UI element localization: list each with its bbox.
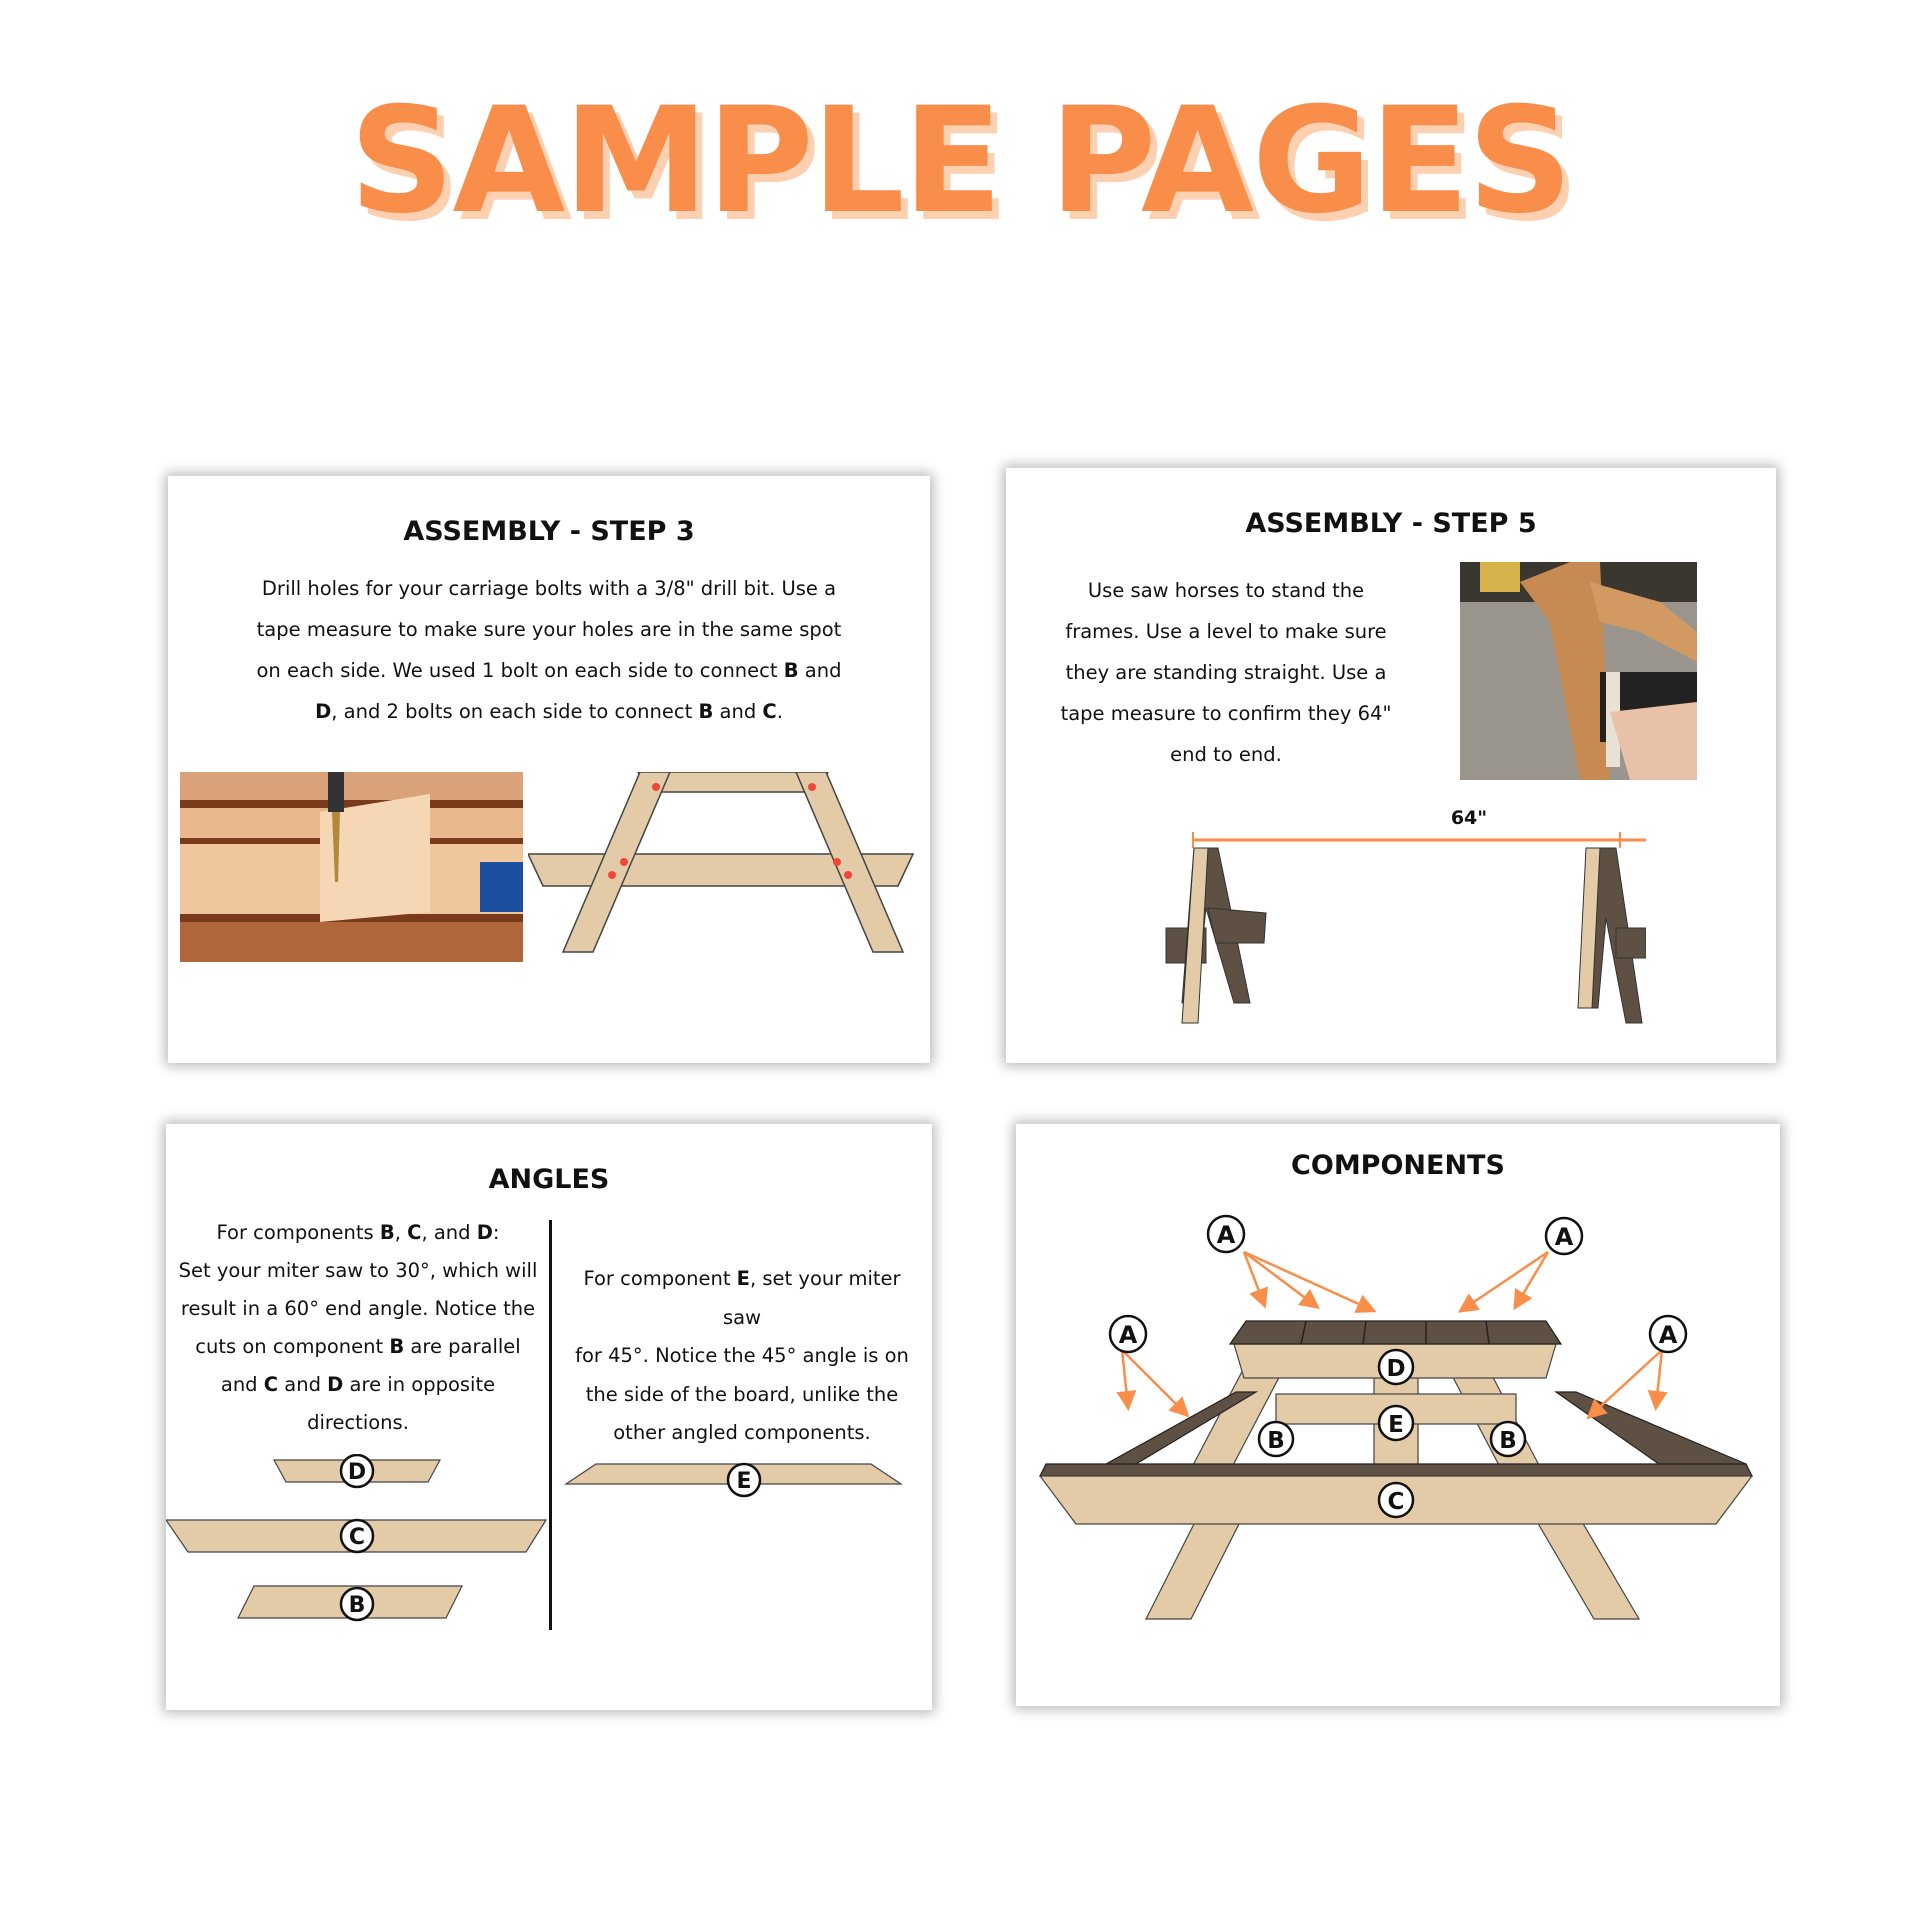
label-b-right [1491,1422,1525,1456]
angle-boards-diagram [166,1454,932,1644]
label-d [1379,1350,1413,1384]
label-d: D [347,1460,367,1485]
svg-text:D: D [1386,1356,1406,1382]
label-a-4 [1650,1316,1686,1352]
svg-text:C: C [1387,1489,1405,1515]
instruction-text: Drill holes for your carriage bolts with a 3/8" drill bit. Use a tape measure to make sure your holes are in the same spot on each side. We used 1 bolt on each side to connect B and D, and 2 bolts on each side to connect B and C. [256,577,842,723]
angles-text-left: For components B, C, and D: Set your miter saw to 30°, which will result in a 60° end angle. Notice the cuts on component B are parallel and C and D are in opposite directions. [178,1221,538,1434]
svg-text:A: A [1554,1223,1574,1251]
instruction-text: Use saw horses to stand the frames. Use a level to make sure they are standing straight. Use a tape measure to confirm they 64" end to end. [1060,579,1392,766]
sample-page-angles [166,1124,932,1710]
svg-text:A: A [1216,1221,1236,1249]
label-a-3 [1110,1316,1146,1352]
sample-page-assembly-step-5 [1006,468,1776,1063]
level-photo [1460,562,1697,780]
label-c [1379,1483,1413,1517]
label-c: C [348,1525,366,1550]
angles-text-right: For component E, set your miter saw for 45°. Notice the 45° angle is on the side of the board, unlike the other angled components. [575,1267,909,1444]
frame-diagram [528,772,918,962]
page-heading: COMPONENTS [1291,1150,1505,1181]
saw-horse-diagram [1146,798,1646,1053]
label-b: B [348,1593,366,1618]
page-heading: ASSEMBLY - STEP 3 [403,516,695,547]
svg-text:B: B [1267,1428,1285,1454]
dimension-label: 64" [1450,807,1488,829]
svg-text:A: A [1118,1321,1138,1349]
sample-page-assembly-step-3 [168,476,930,1063]
label-b-left [1259,1422,1293,1456]
page-heading: ANGLES [488,1164,610,1195]
label-a-2 [1546,1218,1582,1254]
page-title: SAMPLE PAGES [349,76,1571,246]
svg-text:B: B [1499,1428,1517,1454]
page-heading: ASSEMBLY - STEP 5 [1245,508,1537,539]
svg-text:A: A [1658,1321,1678,1349]
label-e [1379,1406,1413,1440]
sample-page-components [1016,1124,1780,1706]
picnic-table-diagram [1016,1124,1780,1706]
drill-photo [180,772,523,962]
svg-text:E: E [1388,1412,1404,1438]
label-e: E [736,1469,752,1494]
label-a-1 [1208,1216,1244,1252]
